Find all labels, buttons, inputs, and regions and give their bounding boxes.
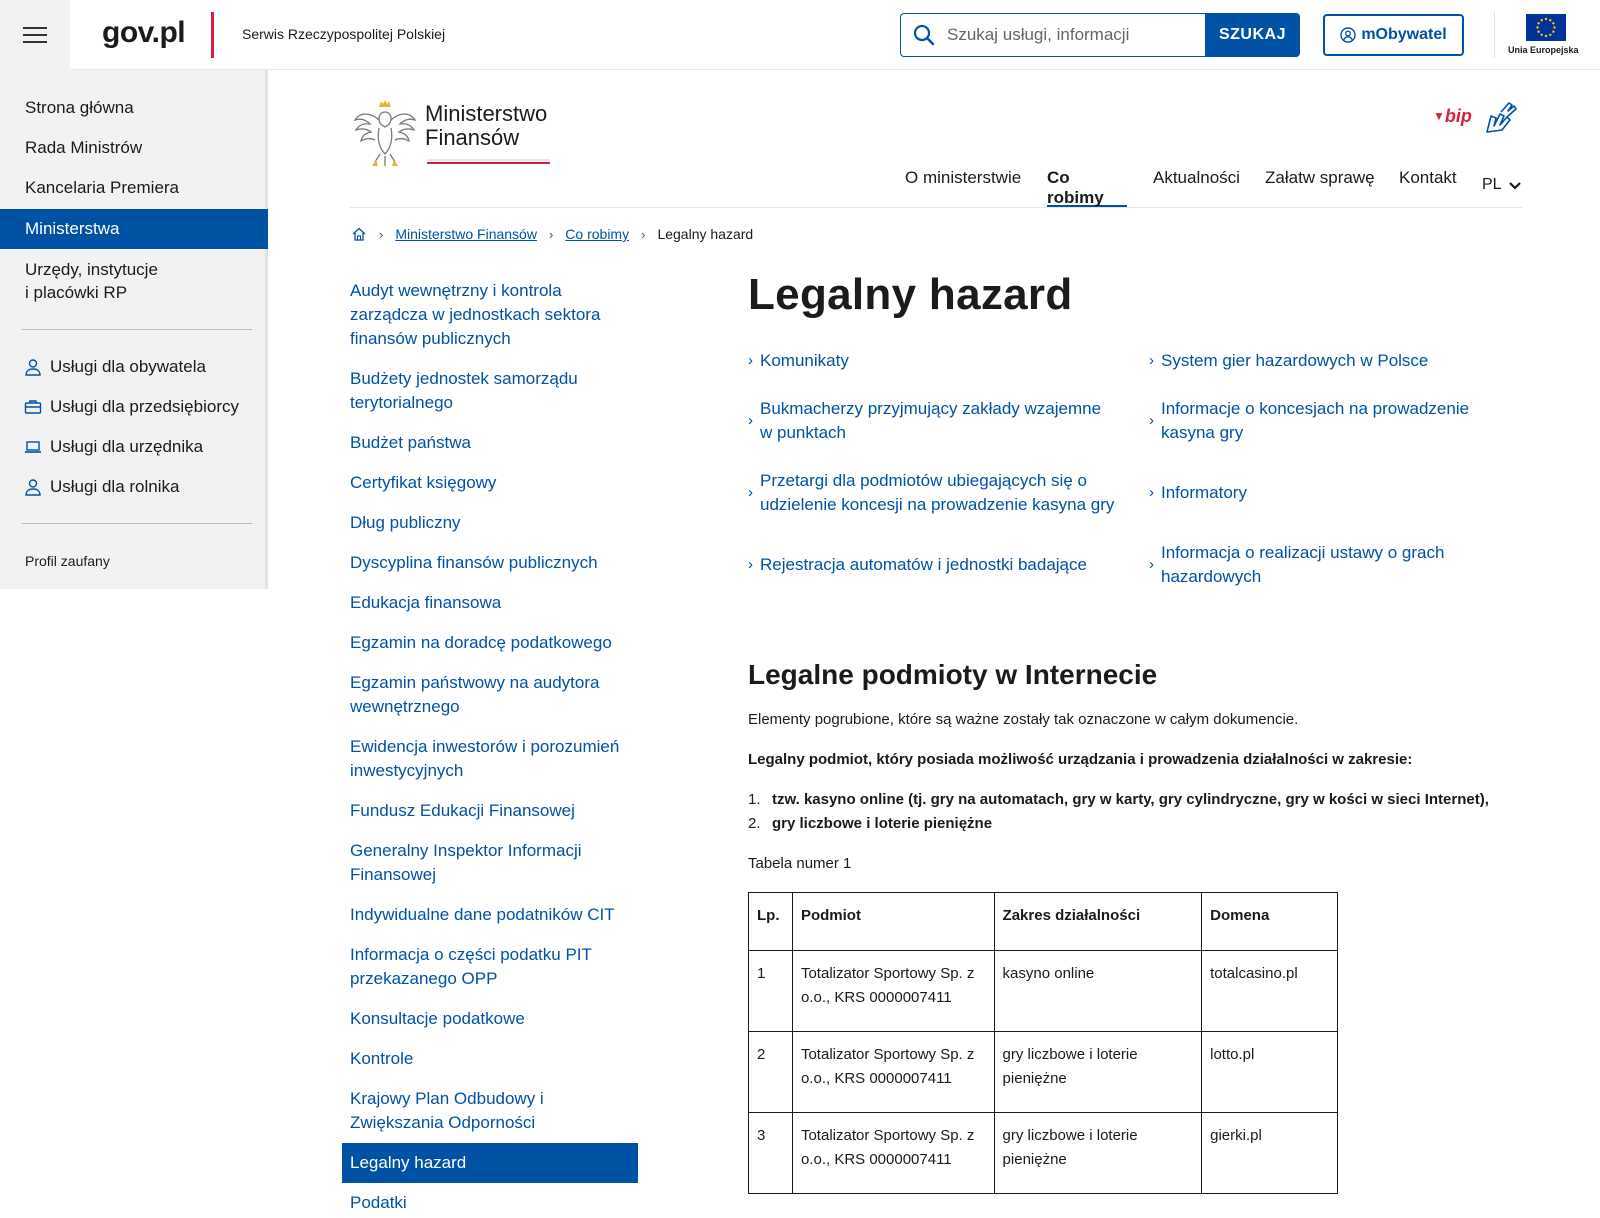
language-label: PL bbox=[1482, 176, 1502, 193]
sidebar-service-urzednik[interactable] bbox=[24, 427, 203, 467]
service-name: Serwis Rzeczypospolitej Polskiej bbox=[242, 26, 446, 42]
content-nav-item-active[interactable]: Legalny hazard bbox=[342, 1143, 638, 1183]
table-cell: gierki.pl bbox=[1202, 1113, 1338, 1194]
sidebar-item-urzedy[interactable] bbox=[0, 253, 268, 309]
sublink-label: Przetargi dla podmiotów ubiegających się o udzielenie koncesji na prowadzenie kasyna gry bbox=[760, 471, 1115, 514]
sublink-przetargi[interactable] bbox=[748, 469, 1118, 517]
ministry-name bbox=[425, 102, 547, 150]
eu-separator bbox=[1494, 12, 1495, 58]
govpl-logo[interactable]: gov.pl bbox=[102, 16, 186, 49]
eu-label: Unia Europejska bbox=[1508, 45, 1579, 55]
table-cell: Totalizator Sportowy Sp. z o.o., KRS 0000007411 bbox=[792, 1032, 994, 1113]
list-item-text: gry liczbowe i loterie pieniężne bbox=[772, 815, 993, 832]
sidebar-item-rada-ministrow[interactable]: Rada Ministrów bbox=[25, 138, 143, 157]
table-cell: kasyno online bbox=[994, 951, 1202, 1032]
table-cell: Totalizator Sportowy Sp. z o.o., KRS 0000007411 bbox=[792, 951, 994, 1032]
breadcrumb-co-robimy[interactable]: Co robimy bbox=[565, 226, 630, 242]
content-nav-item[interactable]: Audyt wewnętrzny i kontrola zarządcza w jednostkach sektora finansów publicznych bbox=[350, 281, 601, 348]
search-button[interactable]: SZUKAJ bbox=[1205, 13, 1300, 57]
search-box bbox=[900, 13, 1205, 57]
chevron-right-icon: › bbox=[748, 556, 753, 573]
top-bar bbox=[0, 0, 1600, 70]
content-nav-item[interactable]: Kontrole bbox=[350, 1049, 414, 1068]
table-cell: gry liczbowe i loterie pieniężne bbox=[994, 1032, 1202, 1113]
chevron-right-icon: › bbox=[1149, 484, 1154, 501]
content-nav-item[interactable]: Edukacja finansowa bbox=[350, 593, 502, 612]
sidebar-service-label: Usługi dla obywatela bbox=[50, 357, 206, 376]
content-nav-item[interactable]: Egzamin państwowy na audytora wewnętrznego bbox=[350, 673, 600, 716]
content-nav-item[interactable]: Dyscyplina finansów publicznych bbox=[350, 553, 598, 572]
note-text: Elementy pogrubione, które są ważne zostały tak oznaczone w całym dokumencie. bbox=[748, 711, 1299, 728]
chevron-right-icon: › bbox=[1149, 412, 1154, 429]
table-cell: totalcasino.pl bbox=[1202, 951, 1338, 1032]
ministry-name-line2: Finansów bbox=[425, 125, 520, 150]
ministry-logo[interactable] bbox=[352, 98, 562, 172]
laptop-icon bbox=[24, 438, 42, 456]
breadcrumb-separator-icon: › bbox=[379, 226, 384, 242]
content-nav-item[interactable]: Certyfikat księgowy bbox=[350, 473, 497, 492]
nav-co-robimy[interactable]: Co robimy bbox=[1047, 168, 1127, 208]
sidebar-service-label: Usługi dla urzędnika bbox=[50, 437, 204, 456]
chevron-right-icon: › bbox=[1149, 352, 1154, 369]
sidebar-service-rolnik[interactable] bbox=[24, 467, 179, 507]
eagle-emblem-icon bbox=[352, 98, 418, 168]
hamburger-icon bbox=[23, 34, 47, 36]
sidebar-item-urzedy-line2: i placówki RP bbox=[25, 283, 128, 302]
sign-language-icon[interactable] bbox=[1483, 100, 1519, 134]
table-row bbox=[749, 951, 1338, 1032]
nav-aktualnosci[interactable]: Aktualności bbox=[1153, 168, 1240, 187]
table-cell: 2 bbox=[749, 1032, 793, 1113]
list-item bbox=[748, 815, 992, 832]
sublink-informatory[interactable] bbox=[1149, 481, 1519, 505]
mobywatel-label: mObywatel bbox=[1361, 26, 1447, 43]
sidebar-item-ministerstwa[interactable]: Ministerstwa bbox=[0, 209, 268, 249]
content-nav-item[interactable]: Dług publiczny bbox=[350, 513, 461, 532]
bip-arrow-icon: ▼ bbox=[1433, 109, 1445, 123]
breadcrumb-separator-icon: › bbox=[641, 226, 646, 242]
table-header: Domena bbox=[1202, 893, 1338, 951]
table-header: Podmiot bbox=[792, 893, 994, 951]
list-number: 2. bbox=[748, 815, 761, 832]
briefcase-icon bbox=[24, 398, 42, 416]
content-nav-item[interactable]: Fundusz Edukacji Finansowej bbox=[350, 801, 575, 820]
content-nav-item[interactable]: Konsultacje podatkowe bbox=[350, 1009, 525, 1028]
search-input[interactable] bbox=[947, 25, 1197, 45]
sidebar-item-home[interactable]: Strona główna bbox=[25, 98, 134, 117]
table-cell: lotto.pl bbox=[1202, 1032, 1338, 1113]
sidebar bbox=[0, 70, 268, 589]
sidebar-service-label: Usługi dla rolnika bbox=[50, 477, 180, 496]
bip-logo[interactable] bbox=[1433, 106, 1472, 127]
content-nav-item[interactable]: Egzamin na doradcę podatkowego bbox=[350, 633, 612, 652]
breadcrumb bbox=[351, 224, 753, 244]
content-nav-item[interactable]: Budżety jednostek samorządu terytorialnego bbox=[350, 369, 578, 412]
chevron-down-icon bbox=[1508, 179, 1522, 193]
breadcrumb-current: Legalny hazard bbox=[657, 226, 754, 242]
sublink-bukmacherzy[interactable] bbox=[748, 397, 1118, 445]
sublink-label: Rejestracja automatów i jednostki badające bbox=[760, 555, 1087, 574]
sublink-label: System gier hazardowych w Polsce bbox=[1161, 351, 1429, 370]
eu-flag-icon bbox=[1526, 14, 1566, 41]
sublink-komunikaty[interactable] bbox=[748, 349, 1118, 373]
table-header: Lp. bbox=[749, 893, 793, 951]
table-cell: gry liczbowe i loterie pieniężne bbox=[994, 1113, 1202, 1194]
sidebar-divider bbox=[22, 329, 252, 330]
person-icon bbox=[24, 478, 42, 496]
breadcrumb-ministerstwo[interactable]: Ministerstwo Finansów bbox=[395, 226, 537, 242]
table-cell: 1 bbox=[749, 951, 793, 1032]
chevron-right-icon: › bbox=[748, 412, 753, 429]
nav-kontakt[interactable]: Kontakt bbox=[1399, 168, 1457, 187]
sidebar-service-przedsiebiorca[interactable] bbox=[24, 387, 239, 427]
list-item-text: tzw. kasyno online (tj. gry na automatach, gry w karty, gry cylindryczne, gry w kości w sieci Internet), bbox=[772, 791, 1489, 808]
chevron-right-icon: › bbox=[748, 352, 753, 369]
nav-underline bbox=[350, 207, 1522, 208]
page-title: Legalny hazard bbox=[748, 270, 1073, 319]
breadcrumb-separator-icon: › bbox=[548, 226, 554, 242]
section-title: Legalne podmioty w Internecie bbox=[748, 659, 1158, 690]
content-nav-item[interactable]: Budżet państwa bbox=[350, 433, 471, 452]
table-cell: Totalizator Sportowy Sp. z o.o., KRS 0000007411 bbox=[792, 1113, 994, 1194]
table-row bbox=[749, 1032, 1338, 1113]
search-icon bbox=[901, 24, 947, 46]
nav-zalatw-sprawe[interactable]: Załatw sprawę bbox=[1265, 168, 1375, 187]
bip-label: bip bbox=[1444, 106, 1472, 126]
list-number: 1. bbox=[748, 791, 761, 808]
logo-divider bbox=[211, 12, 214, 58]
content-nav-item[interactable]: Indywidualne dane podatników CIT bbox=[350, 905, 615, 924]
menu-button[interactable] bbox=[0, 0, 70, 70]
content-nav-item[interactable]: Krajowy Plan Odbudowy i Zwiększania Odporności bbox=[350, 1089, 544, 1132]
sublink-label: Bukmacherzy przyjmujący zakłady wzajemne w punktach bbox=[760, 399, 1102, 442]
sidebar-item-kancelaria[interactable]: Kancelaria Premiera bbox=[25, 178, 180, 197]
content-nav-item[interactable]: Ewidencja inwestorów i porozumień inwestycyjnych bbox=[350, 737, 620, 780]
content-nav-item[interactable]: Generalny Inspektor Informacji Finansowej bbox=[350, 841, 582, 884]
sublink-system-gier[interactable] bbox=[1149, 349, 1519, 373]
sublink-rejestracja[interactable] bbox=[748, 553, 1118, 577]
table-header-row bbox=[749, 893, 1338, 951]
list-item bbox=[748, 791, 1489, 808]
sublink-realizacja-ustawy[interactable] bbox=[1149, 541, 1519, 589]
mobywatel-button[interactable] bbox=[1323, 14, 1464, 56]
sidebar-service-label: Usługi dla przedsiębiorcy bbox=[50, 397, 239, 416]
sublink-koncesje[interactable] bbox=[1149, 397, 1519, 445]
table-row bbox=[749, 1113, 1338, 1194]
content-nav-item[interactable]: Informacja o części podatku PIT przekazanego OPP bbox=[350, 945, 592, 988]
ministry-flag-bar bbox=[427, 159, 550, 164]
language-select[interactable] bbox=[1482, 176, 1522, 216]
content-nav-item[interactable]: Podatki bbox=[350, 1193, 407, 1212]
chevron-right-icon: › bbox=[748, 484, 753, 501]
home-icon[interactable] bbox=[351, 226, 367, 242]
ministry-name-line1: Ministerstwo bbox=[425, 101, 548, 126]
sidebar-profil-zaufany[interactable]: Profil zaufany bbox=[25, 553, 110, 569]
sublink-label: Informatory bbox=[1161, 483, 1247, 502]
table-caption: Tabela numer 1 bbox=[748, 855, 852, 872]
sublink-label: Informacje o koncesjach na prowadzenie kasyna gry bbox=[1161, 399, 1470, 442]
chevron-right-icon: › bbox=[1149, 556, 1154, 573]
sidebar-item-urzedy-line1: Urzędy, instytucje bbox=[25, 260, 158, 279]
person-icon bbox=[24, 358, 42, 376]
intro-text: Legalny podmiot, który posiada możliwość urządzania i prowadzenia działalności w zakresie: bbox=[748, 751, 1413, 768]
table-cell: 3 bbox=[749, 1113, 793, 1194]
table-header: Zakres działalności bbox=[994, 893, 1202, 951]
user-circle-icon bbox=[1340, 27, 1356, 43]
sidebar-divider bbox=[22, 523, 252, 524]
entities-table bbox=[748, 892, 1338, 1194]
nav-o-ministerstwie[interactable]: O ministerstwie bbox=[905, 168, 1022, 187]
sublink-label: Informacja o realizacji ustawy o grach hazardowych bbox=[1161, 543, 1445, 586]
sublink-label: Komunikaty bbox=[760, 351, 849, 370]
sidebar-service-obywatel[interactable] bbox=[24, 347, 206, 387]
